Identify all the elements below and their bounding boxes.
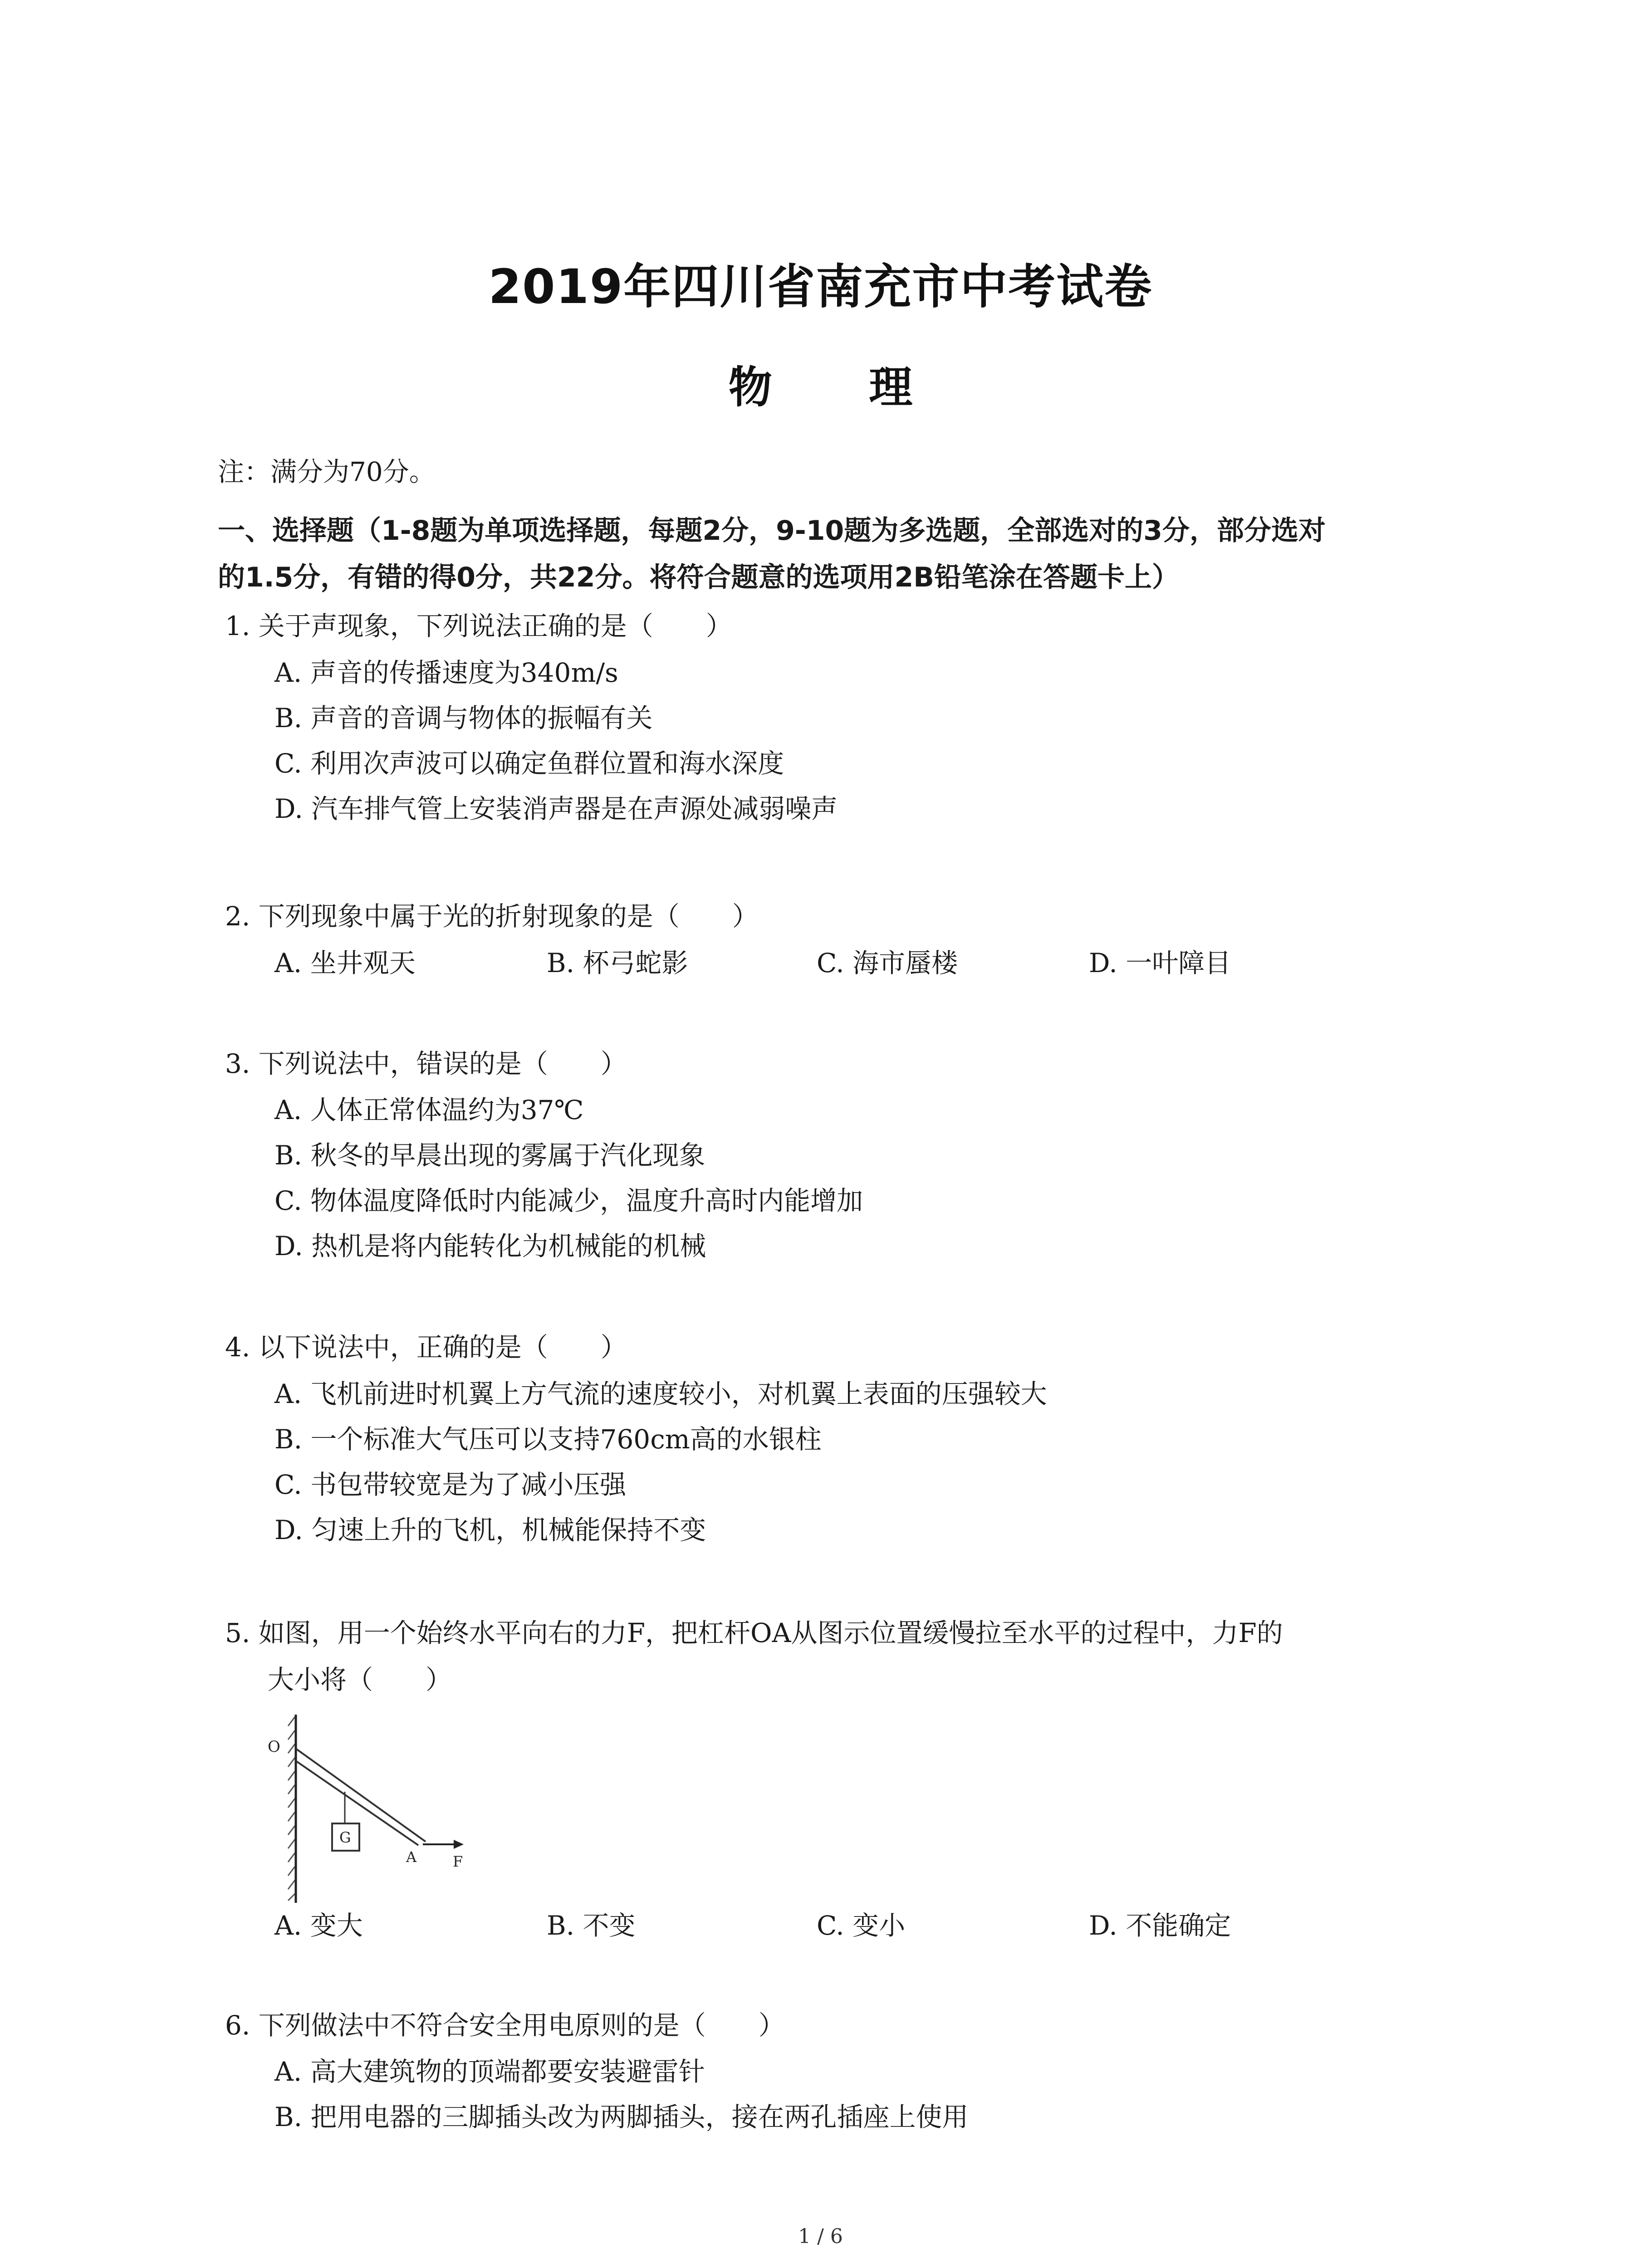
question-stem: 6. 下列做法中不符合安全用电原则的是（ ）	[225, 2010, 785, 2041]
wall-hatching	[288, 1717, 295, 1901]
question-stem: 4. 以下说法中，正确的是（ ）	[225, 1332, 627, 1363]
lever-arm	[296, 1749, 426, 1845]
question-stem: 3. 下列说法中，错误的是（ ）	[225, 1048, 627, 1079]
option-c: C. 书包带较宽是为了减小压强	[274, 1469, 627, 1500]
end-label: A	[406, 1848, 417, 1866]
pivot-label: O	[268, 1738, 280, 1756]
option-a: A. 声音的传播速度为340m/s	[274, 657, 618, 688]
option-a: A. 人体正常体温约为37℃	[274, 1095, 584, 1125]
question-stem-line1: 5. 如图，用一个始终水平向右的力F，把杠杆OA从图示位置缓慢拉至水平的过程中，力F的	[225, 1618, 1283, 1648]
score-note: 注：满分为70分。	[218, 456, 436, 487]
force-arrow-head	[454, 1840, 464, 1849]
option-d: D. 汽车排气管上安装消声器是在声源处减弱噪声	[274, 793, 838, 824]
question-stem: 1. 关于声现象，下列说法正确的是（ ）	[225, 611, 732, 641]
option-a: A. 坐井观天	[274, 948, 416, 978]
question-stem-line2: 大小将（ ）	[268, 1664, 452, 1695]
option-d: D. 一叶障目	[1089, 948, 1231, 978]
option-b: B. 一个标准大气压可以支持760cm高的水银柱	[274, 1424, 822, 1455]
option-c: C. 利用次声波可以确定鱼群位置和海水深度	[274, 748, 784, 779]
option-b: B. 秋冬的早晨出现的雾属于汽化现象	[274, 1140, 705, 1171]
option-d: D. 不能确定	[1089, 1910, 1231, 1941]
subject-title: 物 理	[728, 362, 954, 413]
option-c: C. 海市蜃楼	[817, 948, 958, 978]
weight-label: G	[339, 1829, 351, 1846]
question-stem: 2. 下列现象中属于光的折射现象的是（ ）	[225, 901, 759, 932]
document-title: 2019年四川省南充市中考试卷	[488, 259, 1153, 314]
option-b: B. 不变	[547, 1910, 636, 1941]
option-a: A. 飞机前进时机翼上方气流的速度较小，对机翼上表面的压强较大	[274, 1378, 1047, 1409]
option-b: B. 把用电器的三脚插头改为两脚插头，接在两孔插座上使用	[274, 2102, 969, 2132]
force-label: F	[453, 1853, 463, 1870]
option-a: A. 高大建筑物的顶端都要安装避雷针	[274, 2056, 705, 2087]
option-d: D. 热机是将内能转化为机械能的机械	[274, 1231, 706, 1261]
option-c: C. 变小	[817, 1910, 906, 1941]
page-number: 1 / 6	[798, 2225, 843, 2248]
option-b: B. 杯弓蛇影	[547, 948, 688, 978]
section-heading-line2: 的1.5分，有错的得0分，共22分。将符合题意的选项用2B铅笔涂在答题卡上）	[218, 562, 1180, 593]
option-b: B. 声音的音调与物体的振幅有关	[274, 703, 653, 733]
option-a: A. 变大	[274, 1910, 363, 1941]
option-d: D. 匀速上升的飞机，机械能保持不变	[274, 1515, 706, 1545]
lever-diagram	[254, 1710, 490, 1905]
option-c: C. 物体温度降低时内能减少，温度升高时内能增加	[274, 1185, 863, 1216]
section-heading-line1: 一、选择题（1-8题为单项选择题，每题2分，9-10题为多选题，全部选对的3分，部分选对	[218, 515, 1326, 547]
